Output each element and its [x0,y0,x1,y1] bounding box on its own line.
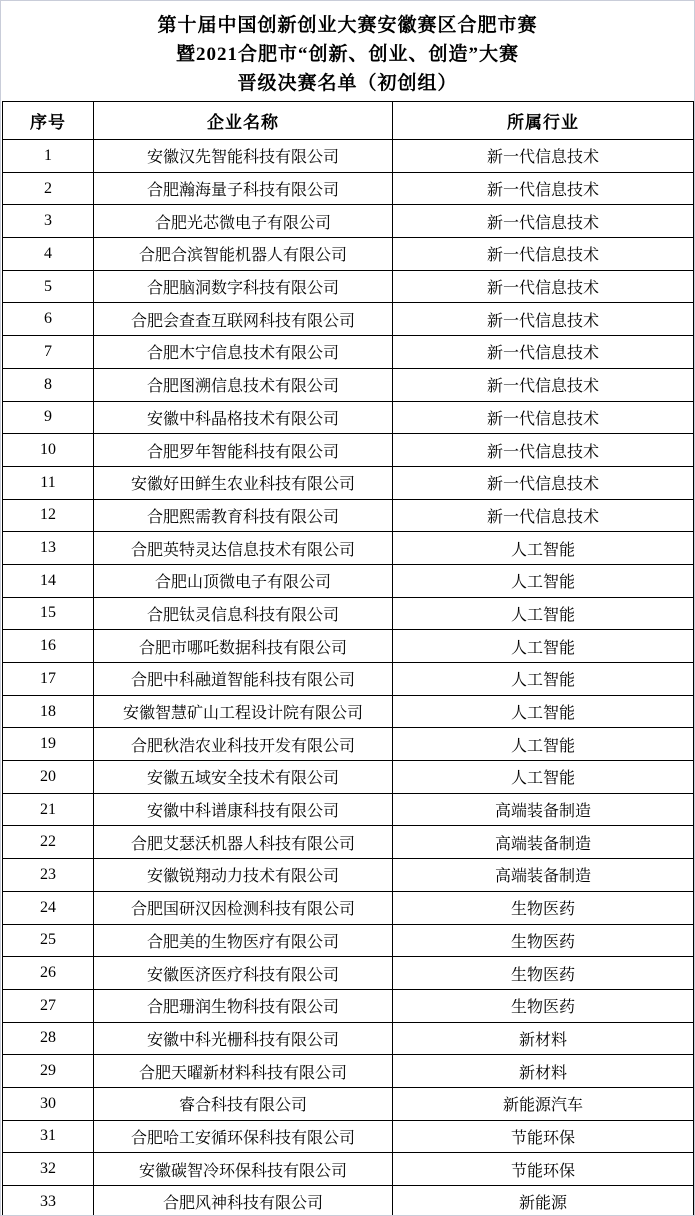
title-line-3: 晋级决赛名单（初创组） [237,73,458,94]
finalist-table [2,101,694,1216]
row-number-cell: 10 [3,434,94,467]
company-name-cell: 合肥会查查互联网科技有限公司 [94,303,393,336]
row-number-cell: 21 [3,793,94,826]
industry-cell: 新能源 [393,1186,694,1216]
table-row [3,466,694,499]
row-number-cell: 22 [3,826,94,859]
table-row [3,859,694,892]
table-row [3,238,694,271]
company-name-cell: 合肥天曜新材料科技有限公司 [94,1055,393,1088]
industry-cell: 新一代信息技术 [393,466,694,499]
table-row [3,401,694,434]
table-row [3,891,694,924]
company-name-cell: 合肥风神科技有限公司 [94,1186,393,1216]
table-row [3,663,694,696]
table-row [3,434,694,467]
company-name-cell: 合肥木宁信息技术有限公司 [94,336,393,369]
table-row [3,564,694,597]
company-name-cell: 合肥瀚海量子科技有限公司 [94,172,393,205]
industry-cell: 新一代信息技术 [393,172,694,205]
company-name-cell: 合肥罗年智能科技有限公司 [94,434,393,467]
industry-cell: 新材料 [393,1055,694,1088]
company-name-cell: 合肥秋浩农业科技开发有限公司 [94,728,393,761]
table-row [3,597,694,630]
industry-cell: 高端装备制造 [393,793,694,826]
row-number-cell: 16 [3,630,94,663]
table-row [3,793,694,826]
table-row [3,695,694,728]
table-row [3,989,694,1022]
table-row [3,728,694,761]
company-name-cell: 安徽五域安全技术有限公司 [94,761,393,794]
industry-cell: 人工智能 [393,663,694,696]
table-row [3,1022,694,1055]
document-title [1,1,694,98]
row-number-cell: 33 [3,1186,94,1216]
row-number-cell: 32 [3,1153,94,1186]
table-row [3,924,694,957]
row-number-cell: 1 [3,140,94,173]
row-number-cell: 12 [3,499,94,532]
table-row [3,1153,694,1186]
row-number-cell: 29 [3,1055,94,1088]
row-number-cell: 20 [3,761,94,794]
company-name-cell: 合肥市哪吒数据科技有限公司 [94,630,393,663]
header-cell-company: 企业名称 [94,102,393,140]
industry-cell: 人工智能 [393,597,694,630]
row-number-cell: 26 [3,957,94,990]
company-name-cell: 安徽智慧矿山工程设计院有限公司 [94,695,393,728]
company-name-cell: 合肥珊润生物科技有限公司 [94,989,393,1022]
row-number-cell: 30 [3,1087,94,1120]
industry-cell: 新一代信息技术 [393,434,694,467]
company-name-cell: 合肥图溯信息技术有限公司 [94,368,393,401]
table-row [3,630,694,663]
company-name-cell: 合肥熙需教育科技有限公司 [94,499,393,532]
row-number-cell: 24 [3,891,94,924]
industry-cell: 生物医药 [393,957,694,990]
industry-cell: 新材料 [393,1022,694,1055]
row-number-cell: 19 [3,728,94,761]
industry-cell: 节能环保 [393,1153,694,1186]
table-row [3,532,694,565]
industry-cell: 人工智能 [393,532,694,565]
table-row [3,303,694,336]
company-name-cell: 合肥哈工安循环保科技有限公司 [94,1120,393,1153]
company-name-cell: 安徽汉先智能科技有限公司 [94,140,393,173]
row-number-cell: 31 [3,1120,94,1153]
table-header [3,102,694,140]
industry-cell: 新一代信息技术 [393,499,694,532]
row-number-cell: 5 [3,270,94,303]
table-body [3,140,694,1216]
industry-cell: 人工智能 [393,630,694,663]
company-name-cell: 安徽碳智冷环保科技有限公司 [94,1153,393,1186]
industry-cell: 新能源汽车 [393,1087,694,1120]
industry-cell: 新一代信息技术 [393,270,694,303]
row-number-cell: 23 [3,859,94,892]
industry-cell: 新一代信息技术 [393,368,694,401]
company-name-cell: 合肥国研汉因检测科技有限公司 [94,891,393,924]
industry-cell: 人工智能 [393,761,694,794]
table-header-row [3,102,694,140]
company-name-cell: 合肥钛灵信息科技有限公司 [94,597,393,630]
row-number-cell: 9 [3,401,94,434]
industry-cell: 新一代信息技术 [393,303,694,336]
header-cell-serial: 序号 [3,102,94,140]
company-name-cell: 安徽中科光栅科技有限公司 [94,1022,393,1055]
industry-cell: 高端装备制造 [393,859,694,892]
header-cell-industry: 所属行业 [393,102,694,140]
industry-cell: 新一代信息技术 [393,401,694,434]
row-number-cell: 11 [3,466,94,499]
industry-cell: 人工智能 [393,728,694,761]
row-number-cell: 6 [3,303,94,336]
industry-cell: 新一代信息技术 [393,140,694,173]
row-number-cell: 18 [3,695,94,728]
industry-cell: 人工智能 [393,564,694,597]
company-name-cell: 安徽中科谱康科技有限公司 [94,793,393,826]
company-name-cell: 合肥艾瑟沃机器人科技有限公司 [94,826,393,859]
table-row [3,205,694,238]
company-name-cell: 合肥脑洞数字科技有限公司 [94,270,393,303]
industry-cell: 新一代信息技术 [393,238,694,271]
row-number-cell: 4 [3,238,94,271]
row-number-cell: 28 [3,1022,94,1055]
industry-cell: 生物医药 [393,924,694,957]
table-row [3,1087,694,1120]
row-number-cell: 15 [3,597,94,630]
table-row [3,761,694,794]
title-line-2: 暨2021合肥市“创新、创业、创造”大赛 [175,44,519,65]
row-number-cell: 17 [3,663,94,696]
table-row [3,1120,694,1153]
table-row [3,499,694,532]
company-name-cell: 合肥美的生物医疗有限公司 [94,924,393,957]
company-name-cell: 安徽中科晶格技术有限公司 [94,401,393,434]
table-row [3,957,694,990]
row-number-cell: 25 [3,924,94,957]
row-number-cell: 8 [3,368,94,401]
industry-cell: 生物医药 [393,989,694,1022]
table-row [3,826,694,859]
company-name-cell: 合肥中科融道智能科技有限公司 [94,663,393,696]
table-row [3,336,694,369]
industry-cell: 高端装备制造 [393,826,694,859]
title-line-1: 第十届中国创新创业大赛安徽赛区合肥市赛 [157,15,538,36]
row-number-cell: 7 [3,336,94,369]
table-row [3,1186,694,1216]
industry-cell: 生物医药 [393,891,694,924]
row-number-cell: 27 [3,989,94,1022]
table-row [3,172,694,205]
row-number-cell: 3 [3,205,94,238]
company-name-cell: 合肥英特灵达信息技术有限公司 [94,532,393,565]
company-name-cell: 合肥光芯微电子有限公司 [94,205,393,238]
row-number-cell: 14 [3,564,94,597]
company-name-cell: 合肥合滨智能机器人有限公司 [94,238,393,271]
company-name-cell: 睿合科技有限公司 [94,1087,393,1120]
company-name-cell: 安徽医济医疗科技有限公司 [94,957,393,990]
table-row [3,140,694,173]
industry-cell: 人工智能 [393,695,694,728]
industry-cell: 节能环保 [393,1120,694,1153]
row-number-cell: 2 [3,172,94,205]
industry-cell: 新一代信息技术 [393,336,694,369]
row-number-cell: 13 [3,532,94,565]
table-row [3,368,694,401]
company-name-cell: 安徽锐翔动力技术有限公司 [94,859,393,892]
company-name-cell: 合肥山顶微电子有限公司 [94,564,393,597]
industry-cell: 新一代信息技术 [393,205,694,238]
table-row [3,1055,694,1088]
table-row [3,270,694,303]
company-name-cell: 安徽好田鲜生农业科技有限公司 [94,466,393,499]
